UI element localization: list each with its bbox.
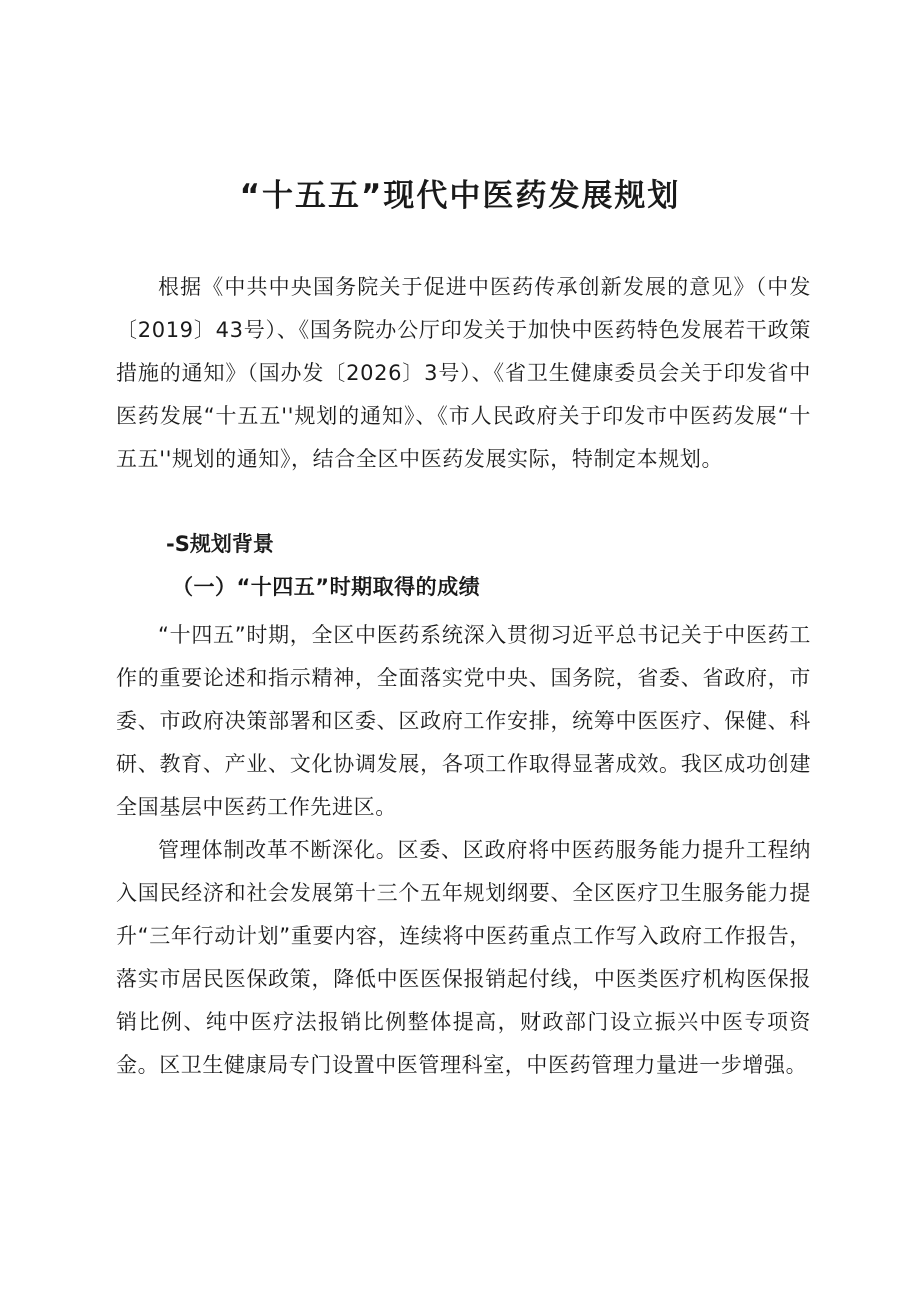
achievements-paragraph: “十四五”时期，全区中医药系统深入贯彻习近平总书记关于中医药工作的重要论述和指示精神，全面落实党中央、国务院，省委、省政府，市委、市政府决策部署和区委、区政府工作安排，统筹中医医疗、保健、科研、教育、产业、文化协调发展，各项工作取得显著成效。我区成功创建全国基层中医药工作先进区。 — [116, 623, 811, 819]
section-heading-background: -S规划背景 — [166, 532, 274, 556]
document-title: “十五五”现代中医药发展规划 — [239, 178, 681, 214]
intro-paragraph: 根据《中共中央国务院关于促进中医药传承创新发展的意见》（中发〔2019〕43号）、《国务院办公厅印发关于加快中医药特色发展若干政策措施的通知》（国办发〔2026〕3号）、《省卫生健康委员会关于印发省中医药发展“十五五''规划的通知》、《市人民政府关于印发市中医药发展“十五五''规划的通知》，结合全区中医药发展实际，特制定本规划。 — [116, 275, 811, 471]
management-paragraph: 管理体制改革不断深化。区委、区政府将中医药服务能力提升工程纳入国民经济和社会发展第十三个五年规划纲要、全区医疗卫生服务能力提升“三年行动计划”重要内容，连续将中医药重点工作写入政府工作报告，落实市居民医保政策，降低中医医保报销起付线，中医类医疗机构医保报销比例、纯中医疗法报销比例整体提高，财政部门设立振兴中医专项资金。区卫生健康局专门设置中医管理科室，中医药管理力量进一步增强。 — [116, 838, 811, 1077]
subsection-heading-achievements: （一）“十四五”时期取得的成绩 — [172, 575, 481, 599]
